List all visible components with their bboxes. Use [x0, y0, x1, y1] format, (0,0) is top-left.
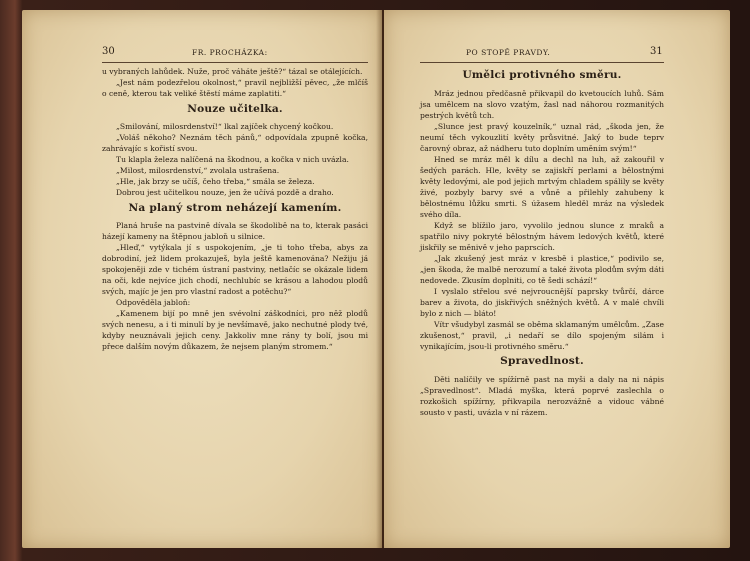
header-rule — [420, 62, 664, 63]
paragraph: „Slunce jest pravý kouzelník,“ uznal rád, „škoda jen, že neumí těch vykouzlití květy průsvitné. Jaký to bude teprv čarovný obraz, až nádheru tuto doplním uměním svým!“ — [420, 122, 664, 153]
page-number: 30 — [102, 46, 115, 57]
paragraph: Hned se mráz měl k dílu a dechl na luh, až zakouřil v šedých parách. Hle, květy se zajiskří perlami a bělostnými květy ledovými, ale pod jejich mrtvým chladem spálily se květy živé, pozbyly barvy své a vůně a přilehly zahubeny k bělostnému lůžku smrti. S úžasem hleděl mráz na výsledek svého díla. — [420, 155, 664, 219]
paragraph: Mráz jednou předčasně přikvapil do kvetoucích luhů. Sám jsa umělcem na slovo vzatým, žasl nad náhorou rozmanitých pestrých květů tch. — [420, 89, 664, 120]
paragraph: Tu klapla železa nalíčená na škodnou, a kočka v nich uvázla. — [116, 155, 349, 164]
right-page — [384, 10, 730, 548]
paragraph: „Jest nám podezřelou okolnost,“ pravil nejbližší pěvec, „že mlčíš o ceně, kterou tak veliké štěstí máme zaplatiti.“ — [102, 78, 368, 98]
page-number: 31 — [650, 46, 663, 57]
paragraph: „Milost, milosrdenství,“ zvolala ustrašena. — [116, 166, 280, 175]
paragraph: Když se blížilo jaro, vyvolilo jednou slunce z mraků a spatřilo nivy pokryté bělostným hávem ledových květů, které jiskřily se měnivě v jeho paprscích. — [420, 221, 664, 252]
story-heading: Na planý strom neházejí kamením. — [128, 202, 342, 214]
paragraph: „Hleď,“ vytýkala jí s uspokojením, „je ti toho třeba, abys za dobrodiní, jež lidem prokazuješ, byla ještě kamenována? Nežiju já spokojeněji zde v tichém ústraní pastviny, netlačíc se okázale lidem na oči, kde nejvíce jich chodí, nechlubíc se krásou a lahodou plodů svých, majíc je jen pro vlastní radost a potěchu?“ — [102, 243, 368, 296]
paragraph: I vyslalo střelou své nejvroucnější paprsky tvůrčí, dárce barev a života, do jiskřivých sněžných květů. A v malé chvíli bylo z nich — bláto! — [420, 287, 664, 318]
paragraph: „Smilování, milosrdenství!“ lkal zajíček chycený kočkou. — [116, 122, 334, 131]
header-rule — [102, 62, 368, 63]
running-head: PO STOPĚ PRAVDY. — [466, 48, 551, 57]
left-text — [102, 66, 368, 352]
running-head: FR. PROCHÁZKA: — [192, 48, 268, 57]
paragraph: „Hle, jak brzy se učíš, čeho třeba,“ smála se železa. — [116, 177, 315, 186]
story-heading: Umělci protivného směru. — [462, 69, 622, 81]
story-heading: Nouze učitelka. — [187, 103, 283, 115]
paragraph: Planá hruše na pastvině dívala se škodolibě na to, kterak pasáci házejí kameny na štěpnou jabloň u silnice. — [102, 221, 368, 241]
right-text — [420, 66, 664, 418]
paragraph: „Voláš někoho? Neznám těch pánů,“ odpovídala zpupně kočka, zahrávajíc s kořistí svou. — [102, 133, 368, 153]
paragraph: u vybraných lahůdek. Nuže, proč váháte ještě?“ tázal se otálejících. — [102, 67, 363, 76]
paragraph: „Jak zkušený jest mráz v kresbě i plastice,“ podivilo se, „jen škoda, že malbě nerozumí a také života plodům svým dáti nedovede. Zkusím doplniti, co tě šedi schází!“ — [420, 254, 664, 285]
paragraph: „Kamenem bijí po mně jen svévolní záškodníci, pro něž plodů svých nenesu, a i ti minulí by je nevšímavě, jako nechutné plody tvé, kdyby neuznávali jejich ceny. Jakkoliv mne rány ty bolí, jsou mi přece dalším novým důkazem, že nejsem planým stromem.“ — [102, 309, 368, 351]
paragraph: Dobrou jest učitelkou nouze, jen že učívá pozdě a draho. — [116, 188, 334, 197]
paragraph: Vítr všudybyl zasmál se oběma sklamaným umělcům. „Zase zkušenost,“ pravil, „i nedaří se dílo spojeným silám i vynikajícím, jsou-li protivného směru.“ — [420, 320, 664, 351]
paragraph: Děti nalíčily ve spížírně past na myši a daly na ni nápis „Spravedlnost“. Mladá myška, která poprvé zaslechla o rozkošich spížírny, přikvapila nerozvážně a vidouc vábné sousto v pasti, uvázla v ní rázem. — [420, 375, 664, 417]
story-heading: Spravedlnost. — [500, 355, 584, 367]
paragraph: Odpověděla jabloň: — [116, 298, 191, 307]
left-page — [22, 10, 382, 548]
